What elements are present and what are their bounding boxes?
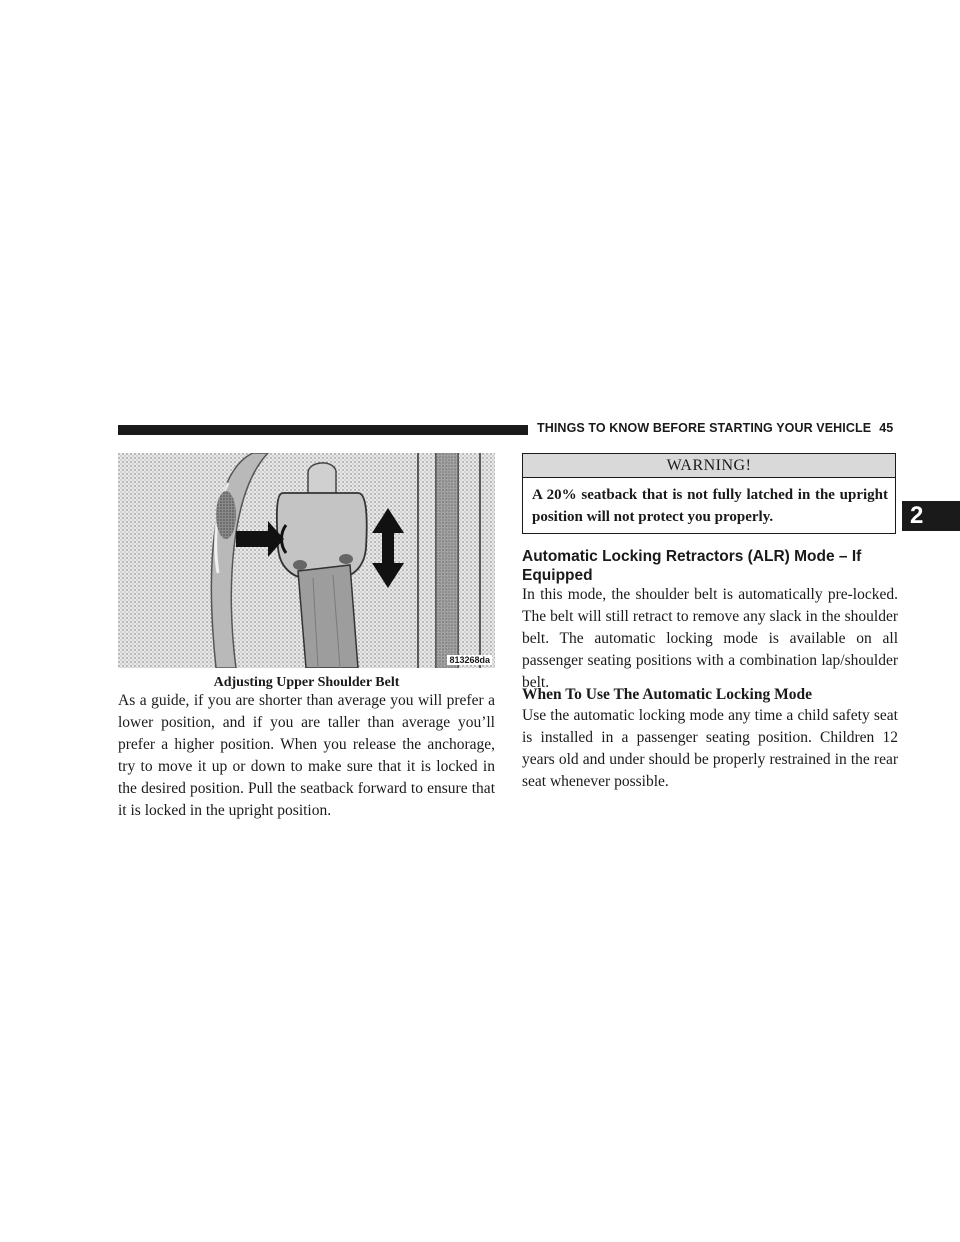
running-header [537,421,893,435]
shoulder-belt-illustration [118,453,495,668]
figure-id-label: 813268da [449,655,490,665]
chapter-tab: 2 [902,501,960,531]
when-to-use-heading: When To Use The Automatic Locking Mode [522,686,812,703]
warning-title: WARNING! [523,454,895,478]
alr-section-heading: Automatic Locking Retractors (ALR) Mode – If Equipped [522,548,862,584]
warning-box [522,453,896,534]
section-title: THINGS TO KNOW BEFORE STARTING YOUR VEHICLE [537,421,872,435]
header-rule [118,425,528,435]
body-paragraph-position-guide: As a guide, if you are shorter than average you will prefer a lower position, and if you are taller than average you’ll prefer a higher position. When you release the anchorage, try to move it up or down to make sure that it is locked in the desired position. Pull the seatback forward to ensure that it is locked in the upright position. [118,692,495,819]
figure-caption: Adjusting Upper Shoulder Belt [213,675,400,690]
alr-paragraph: In this mode, the shoulder belt is automatically pre-locked. The belt will still retract to remove any slack in the shoulder belt. The automatic locking mode is available on all passenger seating positions with a combination lap/shoulder belt. [522,586,898,691]
shoulder-belt-drawing [118,453,495,668]
warning-text: A 20% seatback that is not fully latched in the upright position will not protect you properly. [532,487,888,525]
when-to-use-paragraph: Use the automatic locking mode any time a child safety seat is installed in a passenger seating position. Children 12 years old and under should be properly restrained in the rear seat whenever possible. [522,707,898,790]
page-number: 45 [879,421,894,435]
